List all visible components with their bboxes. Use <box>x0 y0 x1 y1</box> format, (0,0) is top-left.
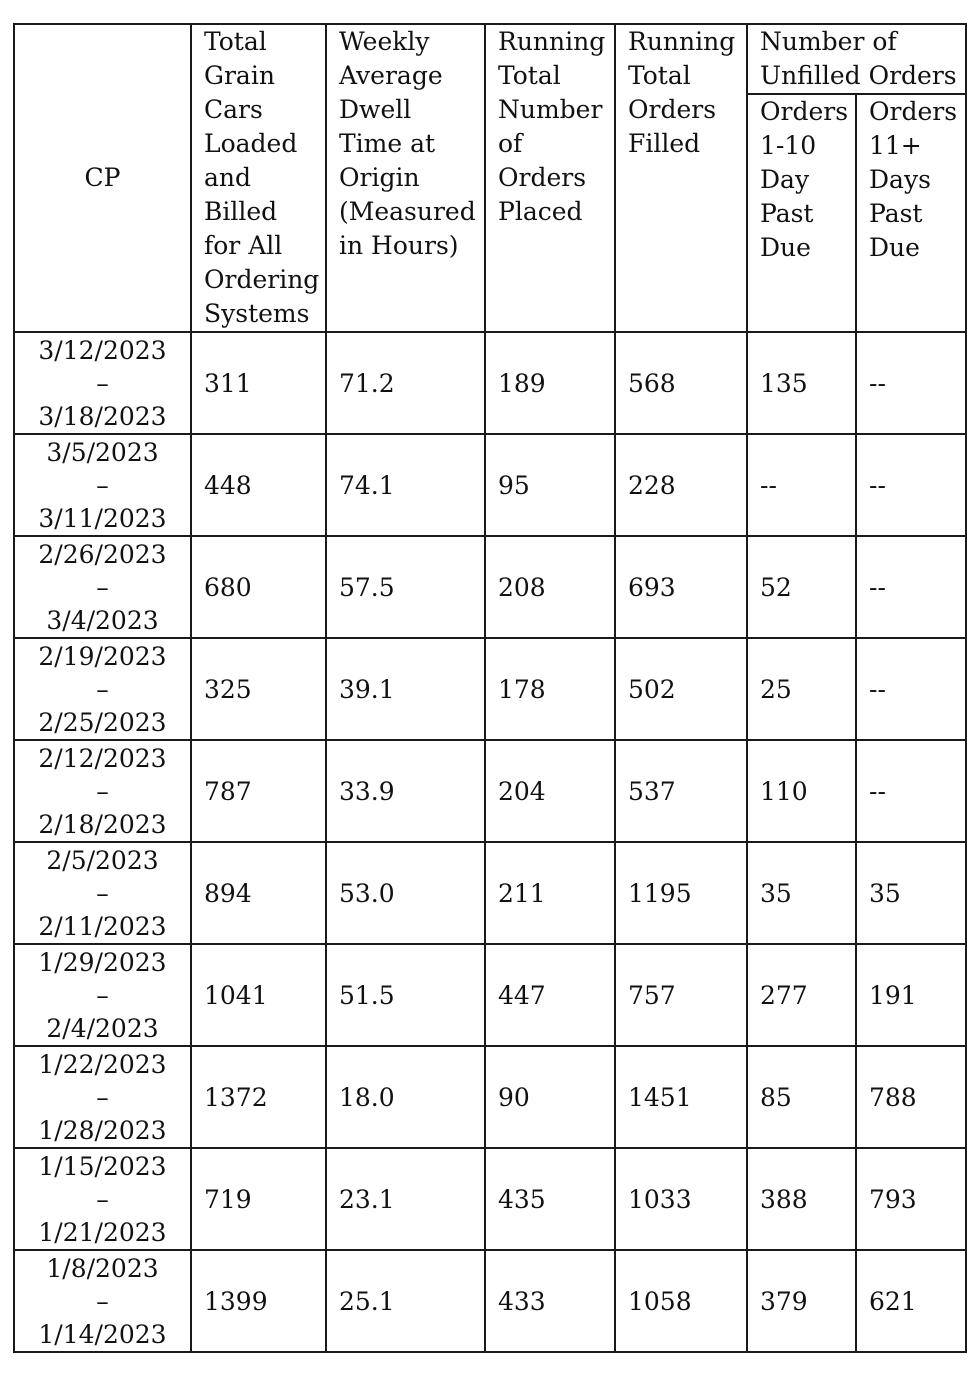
cell-past-due-1-10: 277 <box>747 944 856 1046</box>
cell-past-due-1-10: 110 <box>747 740 856 842</box>
cell-dwell-time: 25.1 <box>326 1250 485 1352</box>
table-row <box>14 434 966 536</box>
cell-orders-placed: 90 <box>485 1046 615 1148</box>
cell-dwell-time: 71.2 <box>326 332 485 434</box>
cell-orders-filled: 757 <box>615 944 747 1046</box>
cell-orders-filled: 228 <box>615 434 747 536</box>
cell-total-cars: 1041 <box>191 944 326 1046</box>
cell-dwell-time: 33.9 <box>326 740 485 842</box>
cell-total-cars: 448 <box>191 434 326 536</box>
cell-period: 1/15/2023 – 1/21/2023 <box>14 1148 191 1250</box>
cell-total-cars: 1372 <box>191 1046 326 1148</box>
grain-cars-table <box>13 23 967 1353</box>
table-row <box>14 332 966 434</box>
cell-orders-filled: 1451 <box>615 1046 747 1148</box>
cell-period: 1/8/2023 – 1/14/2023 <box>14 1250 191 1352</box>
table-row <box>14 1046 966 1148</box>
cell-past-due-1-10: 85 <box>747 1046 856 1148</box>
cell-period: 1/22/2023 – 1/28/2023 <box>14 1046 191 1148</box>
cell-past-due-11-plus: 35 <box>856 842 966 944</box>
cell-period: 1/29/2023 – 2/4/2023 <box>14 944 191 1046</box>
cell-past-due-11-plus: -- <box>856 434 966 536</box>
cell-period: 3/5/2023 – 3/11/2023 <box>14 434 191 536</box>
cell-dwell-time: 57.5 <box>326 536 485 638</box>
cell-past-due-1-10: 52 <box>747 536 856 638</box>
cell-total-cars: 1399 <box>191 1250 326 1352</box>
header-unfilled-orders: Number of Unfilled Orders <box>747 24 966 94</box>
table-row <box>14 944 966 1046</box>
table-row <box>14 740 966 842</box>
table-row <box>14 1148 966 1250</box>
table-row <box>14 638 966 740</box>
cell-orders-filled: 1195 <box>615 842 747 944</box>
cell-dwell-time: 39.1 <box>326 638 485 740</box>
cell-period: 3/12/2023 – 3/18/2023 <box>14 332 191 434</box>
header-dwell-time: Weekly Average Dwell Time at Origin (Measured in Hours) <box>326 24 485 332</box>
table-row <box>14 842 966 944</box>
cell-past-due-11-plus: 621 <box>856 1250 966 1352</box>
header-orders-filled: Running Total Orders Filled <box>615 24 747 332</box>
cell-orders-placed: 433 <box>485 1250 615 1352</box>
cell-orders-filled: 1058 <box>615 1250 747 1352</box>
cell-past-due-11-plus: 793 <box>856 1148 966 1250</box>
cell-total-cars: 680 <box>191 536 326 638</box>
cell-orders-placed: 211 <box>485 842 615 944</box>
cell-past-due-1-10: 25 <box>747 638 856 740</box>
header-past-due-1-10: Orders 1-10 Day Past Due <box>747 94 856 332</box>
cell-past-due-11-plus: 191 <box>856 944 966 1046</box>
header-past-due-11-plus: Orders 11+ Days Past Due <box>856 94 966 332</box>
cell-orders-placed: 447 <box>485 944 615 1046</box>
cell-orders-placed: 189 <box>485 332 615 434</box>
cell-period: 2/26/2023 – 3/4/2023 <box>14 536 191 638</box>
header-orders-placed: Running Total Number of Orders Placed <box>485 24 615 332</box>
cell-dwell-time: 53.0 <box>326 842 485 944</box>
cell-orders-filled: 693 <box>615 536 747 638</box>
cell-past-due-1-10: -- <box>747 434 856 536</box>
cell-orders-placed: 208 <box>485 536 615 638</box>
cell-orders-filled: 537 <box>615 740 747 842</box>
header-total-cars: Total Grain Cars Loaded and Billed for All Ordering Systems <box>191 24 326 332</box>
cell-period: 2/5/2023 – 2/11/2023 <box>14 842 191 944</box>
cell-total-cars: 894 <box>191 842 326 944</box>
cell-orders-filled: 502 <box>615 638 747 740</box>
cell-past-due-11-plus: -- <box>856 638 966 740</box>
cell-past-due-11-plus: -- <box>856 740 966 842</box>
cell-dwell-time: 74.1 <box>326 434 485 536</box>
cell-past-due-1-10: 388 <box>747 1148 856 1250</box>
cell-orders-filled: 568 <box>615 332 747 434</box>
cell-past-due-11-plus: 788 <box>856 1046 966 1148</box>
cell-total-cars: 325 <box>191 638 326 740</box>
cell-dwell-time: 51.5 <box>326 944 485 1046</box>
cell-orders-placed: 435 <box>485 1148 615 1250</box>
cell-orders-placed: 178 <box>485 638 615 740</box>
table-row <box>14 536 966 638</box>
cell-orders-placed: 204 <box>485 740 615 842</box>
cell-dwell-time: 18.0 <box>326 1046 485 1148</box>
cell-past-due-11-plus: -- <box>856 536 966 638</box>
cell-past-due-1-10: 379 <box>747 1250 856 1352</box>
header-cp: CP <box>14 24 191 332</box>
cell-orders-filled: 1033 <box>615 1148 747 1250</box>
cell-past-due-11-plus: -- <box>856 332 966 434</box>
cell-past-due-1-10: 135 <box>747 332 856 434</box>
cell-total-cars: 787 <box>191 740 326 842</box>
cell-period: 2/12/2023 – 2/18/2023 <box>14 740 191 842</box>
cell-total-cars: 719 <box>191 1148 326 1250</box>
table-row <box>14 1250 966 1352</box>
cell-dwell-time: 23.1 <box>326 1148 485 1250</box>
cell-past-due-1-10: 35 <box>747 842 856 944</box>
cell-period: 2/19/2023 – 2/25/2023 <box>14 638 191 740</box>
cell-total-cars: 311 <box>191 332 326 434</box>
cell-orders-placed: 95 <box>485 434 615 536</box>
